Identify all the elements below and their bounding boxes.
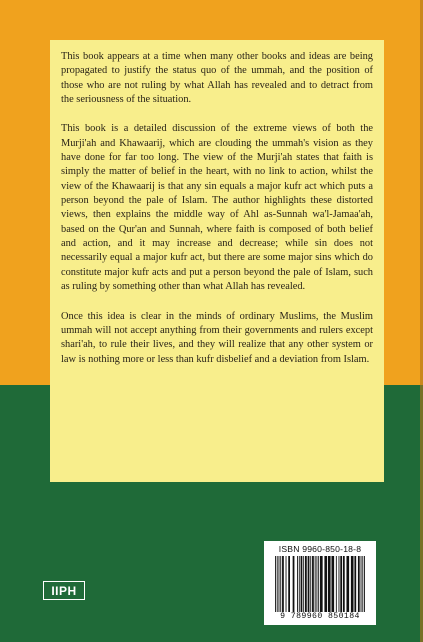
barcode-bar (358, 556, 360, 612)
barcode-bar (280, 556, 281, 612)
barcode-bar (282, 556, 284, 612)
barcode-bar (277, 556, 278, 612)
barcode-bar (339, 556, 340, 612)
barcode-bar (279, 556, 280, 612)
barcode-bar (318, 556, 319, 612)
barcode-bar (364, 556, 365, 612)
barcode-bar (362, 556, 363, 612)
blurb-paragraph-1: This book appears at a time when many other books and ideas are being propagated to justify the status quo of the ummah, and the position of those who are not ruling by what Allah has revealed and to detract from the seriousness of the situation. (61, 51, 373, 106)
publisher-logo: IIPH (43, 581, 85, 600)
barcode-bar (328, 556, 331, 612)
barcode-bar (288, 556, 290, 612)
barcode-bar (346, 556, 349, 612)
barcode-digits: 9 789960 850184 (280, 612, 360, 621)
blurb-panel (50, 40, 384, 482)
barcode-bar (297, 556, 298, 612)
barcode-bar (343, 556, 345, 612)
barcode-bar (316, 556, 317, 612)
barcode-bar (331, 556, 334, 612)
blurb-paragraph-3: Once this idea is clear in the minds of ordinary Muslims, the Muslim ummah will not accept anything from their governments and rulers except shari'ah, to rule their lives, and they will realize that any other system or law is nothing more or less than kufr disbelief and a deviation from Islam. (61, 310, 373, 365)
barcode-bar (275, 556, 276, 612)
barcode-bar (299, 556, 300, 612)
barcode-bar (354, 556, 356, 612)
barcode-bar (308, 556, 310, 612)
barcode-bar (305, 556, 307, 612)
barcode-bar (324, 556, 327, 612)
barcode-bar (312, 556, 314, 612)
barcode-bar (315, 556, 316, 612)
isbn-text: ISBN 9960-850-18-8 (278, 544, 362, 554)
barcode-bar (320, 556, 323, 612)
barcode-bar (301, 556, 303, 612)
barcode-label (264, 541, 376, 625)
barcode-icon (274, 556, 366, 612)
barcode-bar (351, 556, 354, 612)
barcode-bar (293, 556, 295, 612)
blurb-paragraph-2: This book is a detailed discussion of the extreme views of both the Murji'ah and Khawaarij, which are clouding the ummah's vision as they have done for far too long. The view of the Murji'ah states that faith is simply the matter of belief in the heart, with no link to action, whilst the view of the Khawaarij is that any sin equals a major kufr act which puts a person beyond the pale of Islam. The author highlights these distorted views, then explains the middle way of Ahl as-Sunnah wa'l-Jamaa'ah, based on the Qur'an and Sunnah, where faith is composed of both belief and action, and it may increase and decrease; while sin does not necessarily equal a major kufr act, but there are some major sins which do constitute major kufr acts and put a person beyond the pale of Islam, such as ruling by something other than what Allah has revealed. (61, 123, 373, 293)
barcode-bar (286, 556, 287, 612)
barcode-bar (340, 556, 342, 612)
barcode-bar (361, 556, 362, 612)
barcode-bar (303, 556, 304, 612)
barcode-bar (310, 556, 311, 612)
barcode-bar (336, 556, 337, 612)
